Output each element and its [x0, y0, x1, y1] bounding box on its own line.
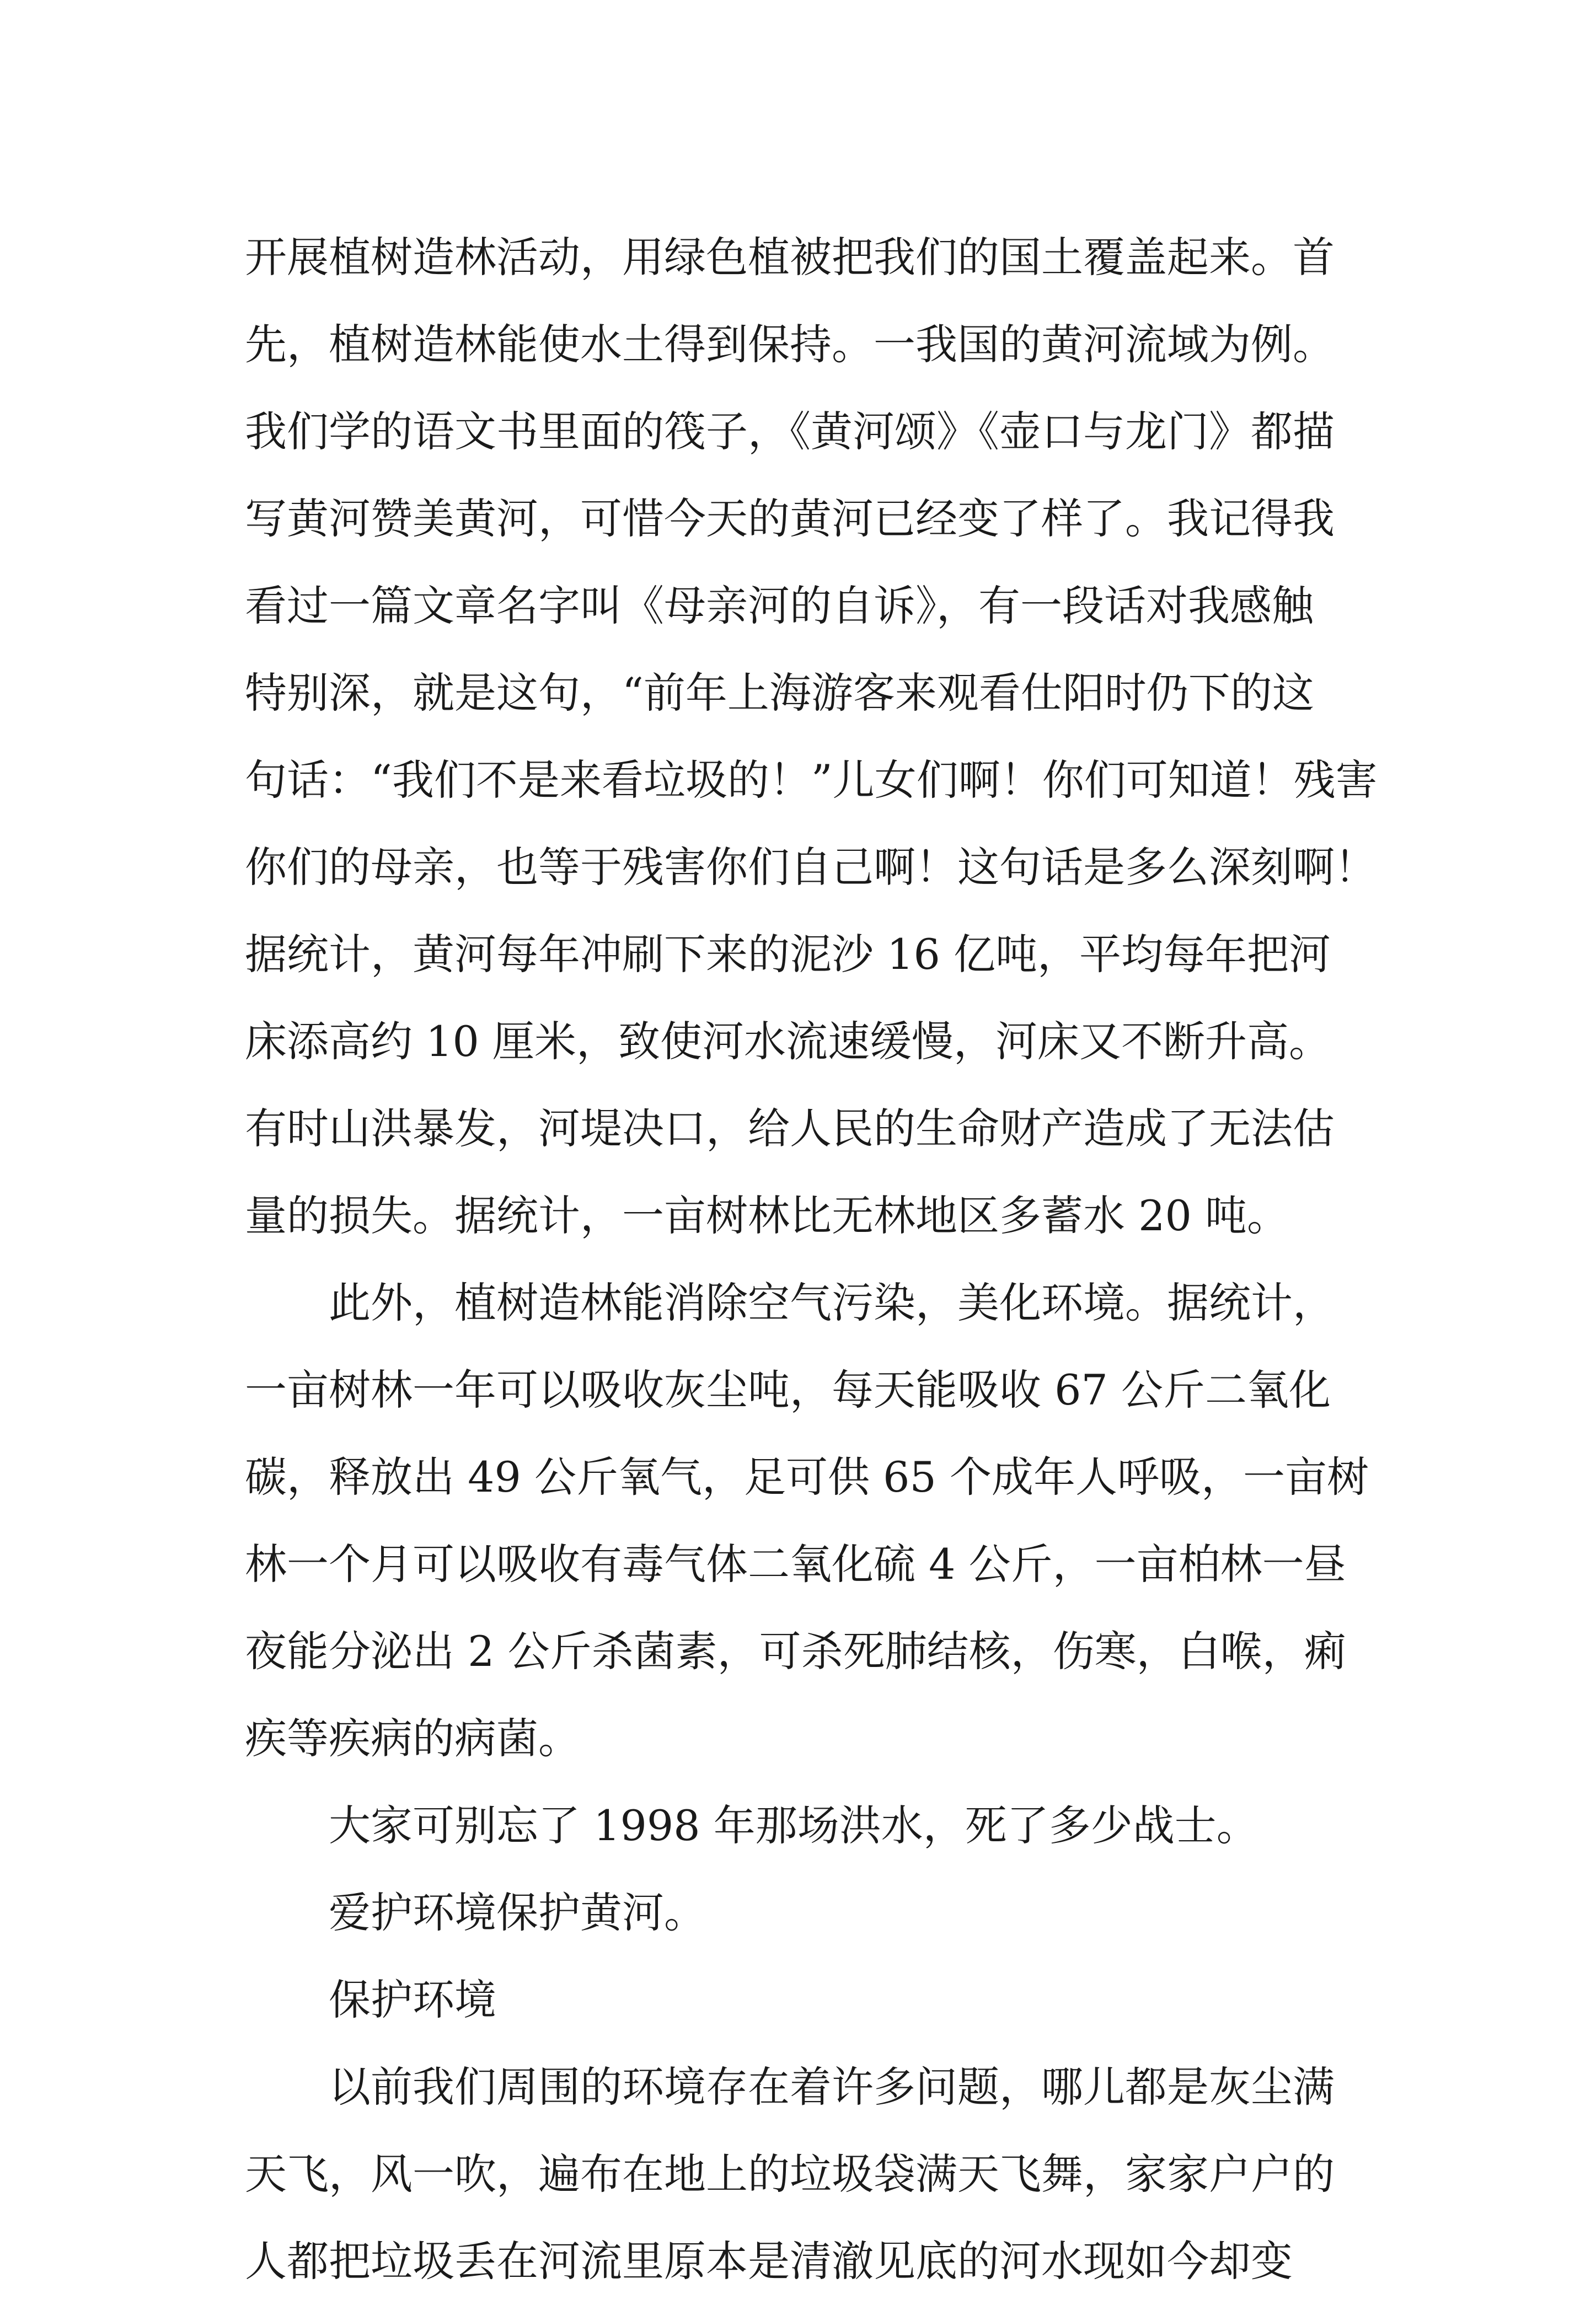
text-line: 有时山洪暴发，河堤决口，给人民的生命财产造成了无法估 [245, 1104, 1335, 1153]
text-line: 碳，释放出 49 公斤氧气，足可供 65 个成年人呼吸，一亩树 [245, 1452, 1369, 1502]
text-line: 开展植树造林活动，用绿色植被把我们的国土覆盖起来。首 [245, 233, 1335, 282]
text-line: 以前我们周围的环境存在着许多问题，哪儿都是灰尘满 [329, 2062, 1335, 2111]
text-line: 我们学的语文书里面的筏子，《黄河颂》《壶口与龙门》都描 [245, 407, 1335, 456]
text-line: 一亩树林一年可以吸收灰尘吨，每天能吸收 67 公斤二氧化 [245, 1365, 1331, 1414]
text-line: 大家可别忘了 1998 年那场洪水，死了多少战士。 [329, 1801, 1258, 1850]
section-heading: 保护环境 [329, 1975, 496, 2024]
text-line: 天飞，风一吹，遍布在地上的垃圾袋满天飞舞，家家户户的 [245, 2149, 1335, 2199]
text-line: 先，植树造林能使水土得到保持。一我国的黄河流域为例。 [245, 320, 1335, 369]
text-line: 人都把垃圾丢在河流里原本是清澈见底的河水现如今却变 [245, 2237, 1293, 2286]
text-line: 床添高约 10 厘米，致使河水流速缓慢，河床又不断升高。 [245, 1017, 1331, 1066]
text-line: 夜能分泌出 2 公斤杀菌素，可杀死肺结核，伤寒，白喉，痢 [245, 1627, 1346, 1676]
text-line: 林一个月可以吸收有毒气体二氧化硫 4 公斤，一亩柏林一昼 [245, 1540, 1346, 1589]
text-line: 句话：“我们不是来看垃圾的！”儿女们啊！你们可知道！残害 [245, 755, 1378, 805]
text-line: 爱护环境保护黄河。 [329, 1888, 706, 1937]
text-line: 量的损失。据统计，一亩树林比无林地区多蓄水 20 吨。 [245, 1191, 1289, 1240]
text-line: 疾等疾病的病菌。 [245, 1714, 580, 1763]
text-line: 此外，植树造林能消除空气污染，美化环境。据统计， [329, 1278, 1335, 1327]
text-line: 写黄河赞美黄河，可惜今天的黄河已经变了样了。我记得我 [245, 494, 1335, 543]
text-line: 据统计，黄河每年冲刷下来的泥沙 16 亿吨，平均每年把河 [245, 930, 1331, 979]
text-line: 你们的母亲，也等于残害你们自己啊！这句话是多么深刻啊！ [245, 843, 1377, 892]
text-line: 特别深，就是这句，“前年上海游客来观看仕阳时仍下的这 [245, 668, 1314, 717]
text-line: 看过一篇文章名字叫《母亲河的自诉》，有一段话对我感触 [245, 581, 1314, 630]
document-body [245, 214, 1378, 2305]
